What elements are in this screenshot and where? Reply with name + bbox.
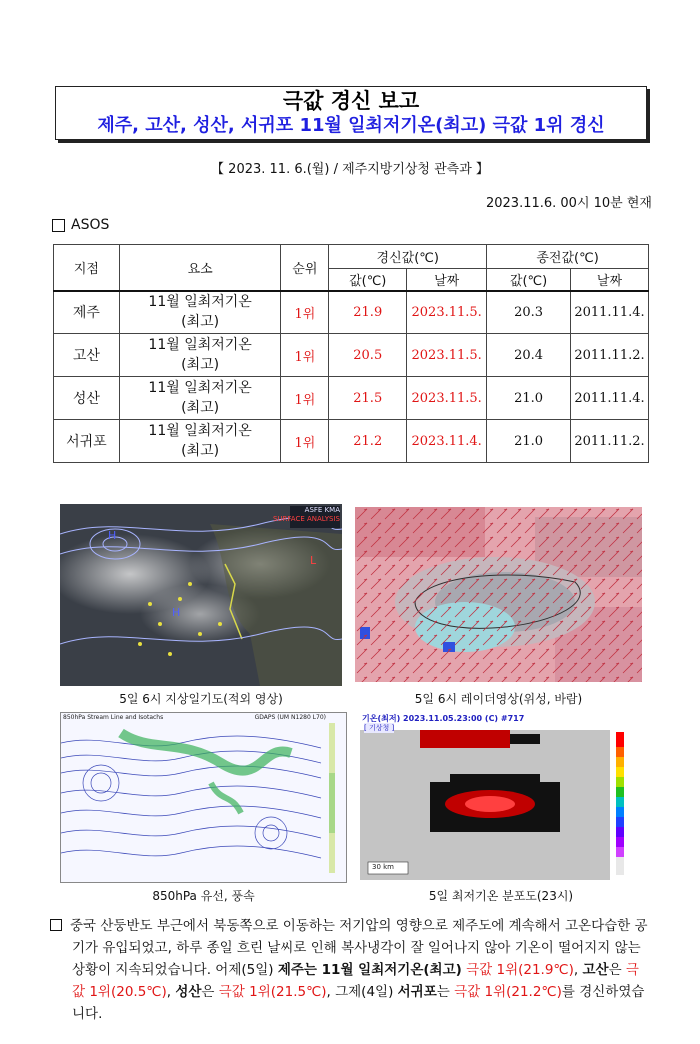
checkbox-icon — [52, 219, 65, 232]
summary-station: 고산 — [582, 962, 609, 978]
old-date-cell: 2011.11.4. — [570, 377, 648, 420]
min-temperature-map-image — [360, 712, 642, 880]
element-line: (최고) — [181, 443, 220, 459]
table-row — [54, 291, 649, 334]
element-line: (최고) — [181, 400, 220, 416]
summary-text: 는 — [436, 984, 450, 1000]
summary-text: 중국 산둥반도 부근에서 북동쪽으로 이동하는 저기압의 영향으로 제주도에 계속해서 고온다습한 공기가 유입되었고, 하루 종일 흐린 날씨로 인해 복사냉각이 잘 일어나지 않아 기온이 떨어지지 않는 상황이 지속되었습니다. 어제(5일) — [70, 918, 648, 978]
dateline: 【 2023. 11. 6.(월) / 제주지방기상청 관측과 】 — [211, 162, 489, 177]
new-value-cell: 20.5 — [329, 334, 407, 377]
old-date-cell: 2011.11.2. — [570, 334, 648, 377]
svg-text:H: H — [108, 529, 117, 542]
rank-cell: 1위 — [281, 334, 329, 377]
summary-text: 를 경신하였습니다. — [72, 984, 645, 1022]
figure-caption: 5일 6시 지상일기도(적외 영상) — [119, 692, 283, 706]
station-cell: 서귀포 — [54, 420, 120, 463]
summary-text: , — [573, 962, 583, 978]
new-date-cell: 2023.11.5. — [407, 334, 487, 377]
element-line: (최고) — [181, 314, 220, 331]
old-date-cell: 2011.11.4. — [570, 291, 648, 334]
element-line: 11월 일최저기온 — [148, 294, 252, 311]
header-old-value: 값(℃) — [487, 269, 571, 291]
figure-caption: 850hPa 유선, 풍속 — [152, 889, 255, 903]
element-line: 11월 일최저기온 — [148, 423, 252, 439]
new-date-cell: 2023.11.4. — [407, 420, 487, 463]
checkbox-icon — [50, 919, 62, 931]
summary-text: , — [166, 984, 176, 1000]
streamline-chart-image — [60, 712, 347, 883]
surface-map-image — [60, 504, 342, 686]
header-new-value: 값(℃) — [329, 269, 407, 291]
surface-map-tag — [273, 506, 340, 524]
min-temp-map-badge: [ 기상청 ] — [364, 724, 395, 732]
summary-text: , 그제(4일) — [326, 984, 398, 1000]
summary-text: 은 — [608, 962, 622, 978]
radar-image — [355, 507, 642, 682]
header-rank: 순위 — [281, 245, 329, 291]
station-cell: 고산 — [54, 334, 120, 377]
station-cell: 제주 — [54, 291, 120, 334]
summary-station: 성산 — [175, 984, 202, 1000]
old-value-cell: 21.0 — [487, 420, 571, 463]
element-cell — [119, 420, 281, 463]
min-temp-map-header: 기온(최저) 2023.11.05.23:00 (C) #717 — [362, 714, 525, 723]
summary-record: 극값 1위(21.5℃) — [214, 984, 327, 1000]
rank-cell: 1위 — [281, 420, 329, 463]
new-date-cell: 2023.11.5. — [407, 377, 487, 420]
summary-record: 극값 1위(21.9℃) — [461, 962, 574, 978]
element-cell — [119, 291, 281, 334]
surface-map-tag-line: SURFACE ANALYSIS — [272, 515, 340, 523]
element-cell — [119, 377, 281, 420]
station-cell: 성산 — [54, 377, 120, 420]
header-old-date: 날짜 — [570, 269, 648, 291]
element-line: 11월 일최저기온 — [148, 380, 252, 396]
header-station: 지점 — [54, 245, 120, 291]
svg-text:H: H — [172, 606, 181, 619]
table-row — [54, 377, 649, 420]
old-date-cell: 2011.11.2. — [570, 420, 648, 463]
section-label: ASOS — [71, 217, 110, 233]
streamline-label-right: GDAPS (UM N1280 L70) — [254, 714, 326, 721]
element-line: 11월 일최저기온 — [148, 337, 252, 353]
rank-cell: 1위 — [281, 377, 329, 420]
as-of-time: 2023.11.6. 00시 10분 현재 — [485, 196, 652, 211]
summary-record: 극값 1위(21.2℃) — [449, 984, 562, 1000]
element-line: (최고) — [181, 357, 220, 373]
old-value-cell: 20.3 — [487, 291, 571, 334]
rank-cell: 1위 — [281, 291, 329, 334]
figure-caption: 5일 최저기온 분포도(23시) — [428, 889, 574, 903]
map-scale-label: 30 km — [372, 863, 395, 871]
summary-record: 극값 1위(20.5℃) — [72, 962, 639, 1000]
summary-text: 은 — [201, 984, 215, 1000]
page-subtitle: 제주, 고산, 성산, 서귀포 11월 일최저기온(최고) 극값 1위 경신 — [97, 115, 605, 136]
header-new: 경신값(℃) — [329, 245, 487, 269]
table-row — [54, 334, 649, 377]
header-old: 종전값(℃) — [487, 245, 649, 269]
new-value-cell: 21.9 — [329, 291, 407, 334]
new-value-cell: 21.2 — [329, 420, 407, 463]
table-row — [54, 420, 649, 463]
figure-caption: 5일 6시 레이더영상(위성, 바람) — [414, 692, 583, 706]
header-new-date: 날짜 — [407, 269, 487, 291]
surface-map-tag-line: ASFE KMA — [304, 506, 340, 514]
streamline-label-left: 850hPa Stream Line and Isotachs — [63, 714, 164, 721]
element-cell — [119, 334, 281, 377]
new-value-cell: 21.5 — [329, 377, 407, 420]
summary-station: 제주는 11월 일최저기온(최고) — [277, 962, 462, 978]
old-value-cell: 21.0 — [487, 377, 571, 420]
page-title: 극값 경신 보고 — [282, 89, 420, 113]
records-table — [53, 244, 649, 463]
header-element: 요소 — [119, 245, 281, 291]
old-value-cell: 20.4 — [487, 334, 571, 377]
summary-paragraph — [50, 915, 650, 1025]
summary-station: 서귀포 — [397, 984, 437, 1000]
new-date-cell: 2023.11.5. — [407, 291, 487, 334]
title-box — [55, 86, 647, 140]
section-heading — [52, 217, 109, 233]
svg-text:L: L — [310, 554, 317, 567]
